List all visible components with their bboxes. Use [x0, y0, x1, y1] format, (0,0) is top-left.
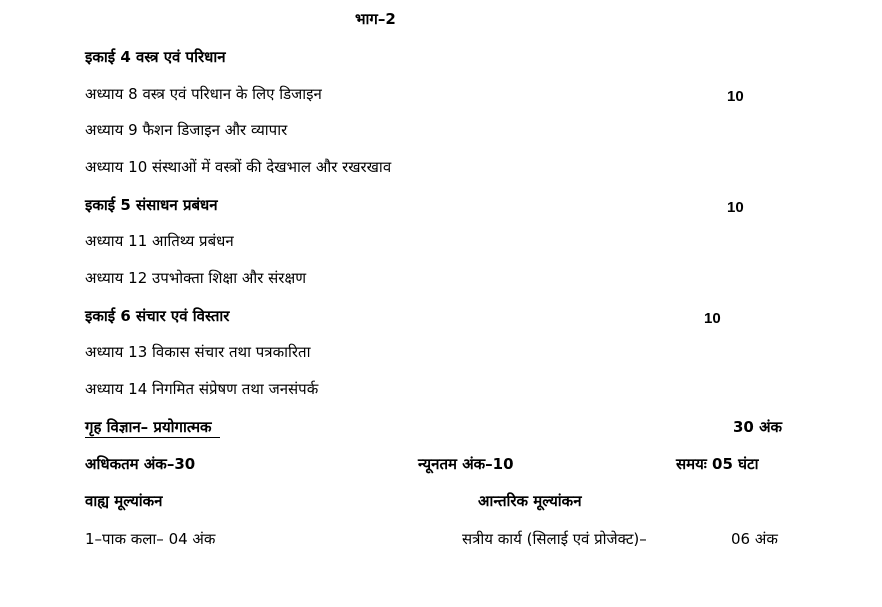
- chapter-11: अध्याय 11 आतिथ्य प्रबंधन: [85, 232, 234, 250]
- practical-marks: 30 अंक: [733, 418, 783, 436]
- chapter-9: अध्याय 9 फैशन डिजाइन और व्यापार: [85, 121, 288, 139]
- unit4-title: इकाई 4 वस्त्र एवं परिधान: [85, 48, 226, 66]
- unit4-marks: 10: [727, 88, 744, 105]
- external-item-cooking: 1–पाक कला– 04 अंक: [85, 530, 216, 548]
- unit5-marks: 10: [727, 199, 744, 216]
- unit5-title: इकाई 5 संसाधन प्रबंधन: [85, 196, 218, 214]
- unit6-title: इकाई 6 संचार एवं विस्तार: [85, 307, 230, 325]
- practical-title: गृह विज्ञान– प्रयोगात्मक: [85, 420, 220, 438]
- chapter-12: अध्याय 12 उपभोक्ता शिक्षा और संरक्षण: [85, 269, 307, 287]
- internal-item-label: सत्रीय कार्य (सिलाई एवं प्रोजेक्ट)–: [462, 530, 647, 548]
- chapter-10: अध्याय 10 संस्थाओं में वस्त्रों की देखभाल और रखरखाव: [85, 158, 392, 176]
- unit6-marks: 10: [704, 310, 721, 327]
- chapter-14: अध्याय 14 निगमित संप्रेषण तथा जनसंपर्क: [85, 380, 319, 398]
- internal-item-marks: 06 अंक: [731, 530, 778, 548]
- exam-time: समयः 05 घंटा: [676, 455, 759, 473]
- min-marks: न्यूनतम अंक–10: [418, 455, 514, 473]
- max-marks: अधिकतम अंक–30: [85, 455, 196, 473]
- chapter-13: अध्याय 13 विकास संचार तथा पत्रकारिता: [85, 343, 311, 361]
- chapter-8: अध्याय 8 वस्त्र एवं परिधान के लिए डिजाइन: [85, 85, 322, 103]
- part-heading: भाग–2: [355, 10, 396, 28]
- external-assessment-heading: वाह्य मूल्यांकन: [85, 492, 163, 510]
- internal-assessment-heading: आन्तरिक मूल्यांकन: [478, 492, 582, 510]
